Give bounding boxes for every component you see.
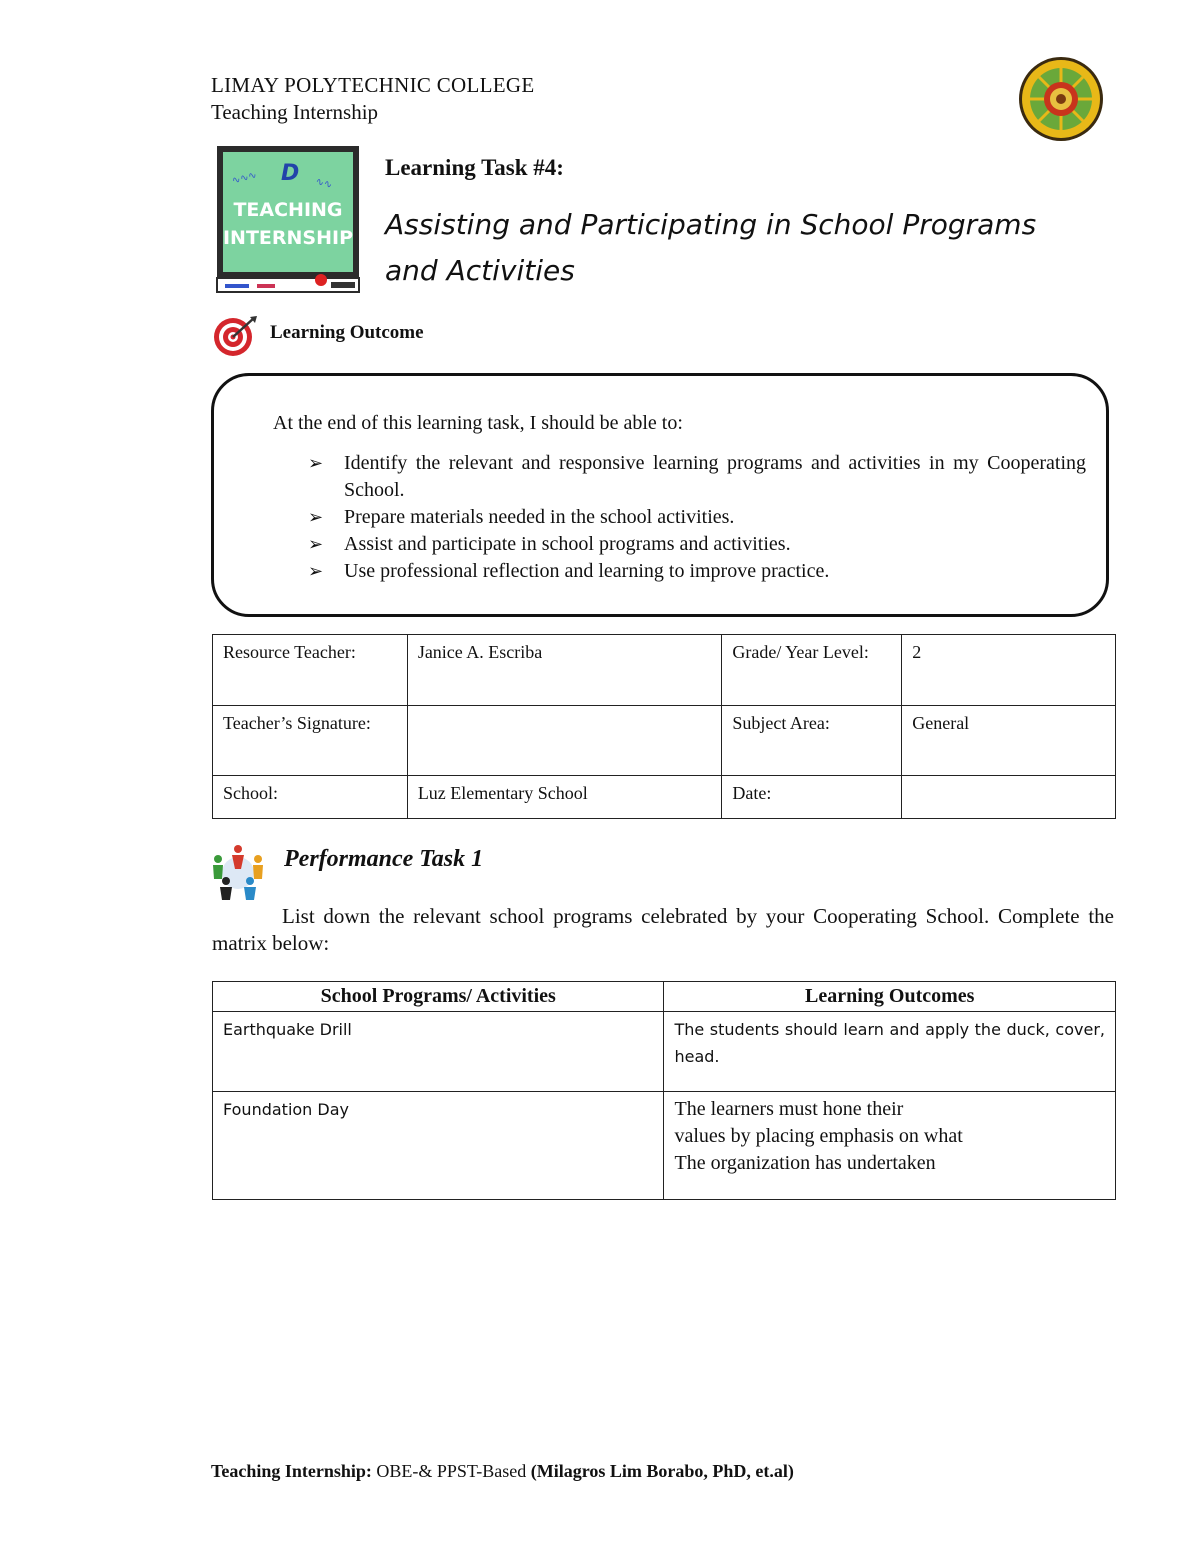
performance-task-instruction: List down the relevant school programs celebrated by your Cooperating School. Complete the matrix below: <box>212 904 1114 955</box>
target-icon <box>212 315 258 357</box>
arrow-bullet-icon: ➢ <box>308 534 324 555</box>
list-item: ➢ Assist and participate in school programs and activities. <box>308 531 1086 558</box>
program-name: Teaching Internship <box>211 100 379 124</box>
signature-value[interactable] <box>407 706 722 776</box>
info-table <box>212 634 1116 819</box>
outcome-line: The organization has undertaken <box>674 1152 936 1174</box>
arrow-bullet-icon: ➢ <box>308 561 324 582</box>
table-row <box>213 1012 1116 1092</box>
learning-outcome-intro: At the end of this learning task, I should be able to: <box>273 412 683 434</box>
table-row <box>213 706 1116 776</box>
program-cell[interactable]: Earthquake Drill <box>213 1012 664 1092</box>
svg-text:∿∿∿: ∿∿∿ <box>230 169 259 187</box>
people-group-icon <box>210 843 266 901</box>
table-row <box>213 1092 1116 1200</box>
list-item: ➢ Identify the relevant and responsive learning programs and activities in my Cooperating School. <box>308 452 1086 501</box>
table-header-row <box>213 982 1116 1012</box>
svg-text:∿∿: ∿∿ <box>314 176 334 192</box>
college-seal-icon <box>1018 56 1104 142</box>
task-title: Assisting and Participating in School Programs and Activities <box>385 208 1037 287</box>
table-row <box>213 776 1116 819</box>
outcome-line: The learners must hone their <box>674 1098 904 1120</box>
resource-teacher-value[interactable]: Janice A. Escriba <box>407 635 722 706</box>
signature-label: Teacher’s Signature: <box>213 706 408 776</box>
performance-task-title: Performance Task 1 <box>284 846 484 872</box>
subject-value[interactable]: General <box>902 706 1116 776</box>
resource-teacher-label: Resource Teacher: <box>213 635 408 706</box>
arrow-bullet-icon: ➢ <box>308 453 324 474</box>
programs-matrix <box>212 981 1116 1200</box>
task-number: Learning Task #4: <box>385 155 564 180</box>
date-label: Date: <box>722 776 902 819</box>
list-item: ➢ Use professional reflection and learning to improve practice. <box>308 558 1086 585</box>
column-header-programs: School Programs/ Activities <box>213 982 664 1012</box>
table-row <box>213 635 1116 706</box>
footer-basis: OBE-& PPST-Based <box>376 1461 527 1481</box>
college-name: LIMAY POLYTECHNIC COLLEGE <box>211 73 535 97</box>
footer-title: Teaching Internship: <box>211 1461 372 1481</box>
footer <box>211 1461 794 1482</box>
footer-authors: (Milagros Lim Borabo, PhD, et.al) <box>530 1461 794 1481</box>
outcome-cell[interactable] <box>664 1092 1116 1200</box>
date-value[interactable] <box>902 776 1116 819</box>
outcome-cell[interactable]: The students should learn and apply the duck, cover, head. <box>664 1012 1116 1092</box>
grade-value[interactable]: 2 <box>902 635 1116 706</box>
list-item: ➢ Prepare materials needed in the school activities. <box>308 504 1086 531</box>
logo-line2: INTERNSHIP <box>222 227 354 249</box>
learning-outcome-list <box>308 450 1086 585</box>
logo-line1: TEACHING <box>233 199 343 221</box>
program-cell[interactable]: Foundation Day <box>213 1092 664 1200</box>
learning-outcome-label: Learning Outcome <box>270 322 424 343</box>
outcome-line: values by placing emphasis on what <box>674 1125 963 1147</box>
arrow-bullet-icon: ➢ <box>308 507 324 528</box>
column-header-outcomes: Learning Outcomes <box>664 982 1116 1012</box>
school-label: School: <box>213 776 408 819</box>
teaching-internship-logo <box>215 142 361 298</box>
grade-label: Grade/ Year Level: <box>722 635 902 706</box>
school-value[interactable]: Luz Elementary School <box>407 776 722 819</box>
svg-text:D: D <box>281 161 300 186</box>
subject-label: Subject Area: <box>722 706 902 776</box>
